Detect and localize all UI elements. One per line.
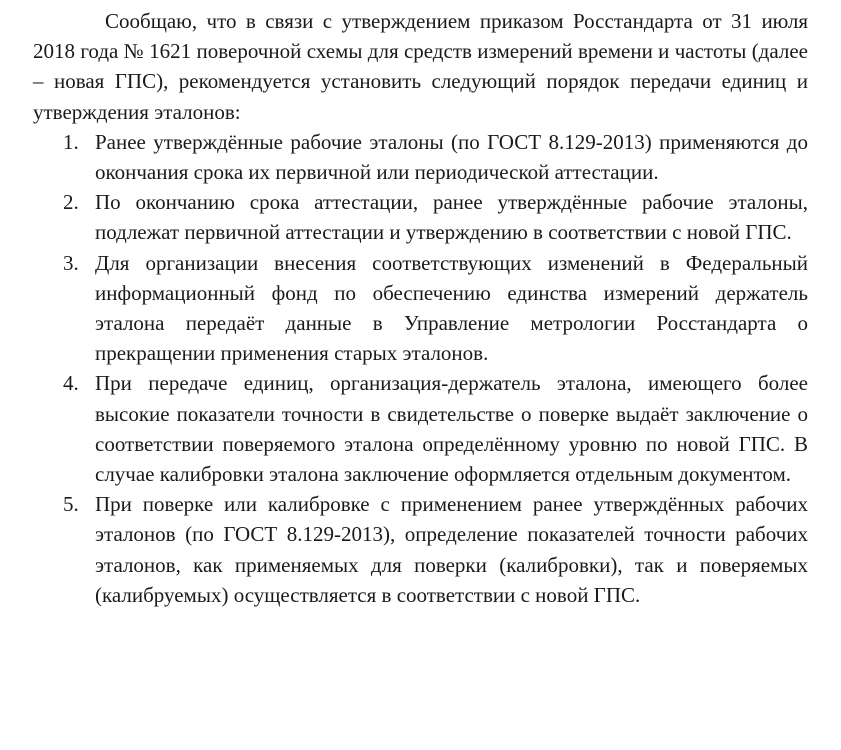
list-item-text: При передаче единиц, организация-держатель эталона, имеющего более высокие показатели точности в свидетельстве о поверке выдаёт заключение о соответствии поверяемого эталона определённому уровню по новой ГПС. В случае калибровки эталона заключение оформляется отдельным документом.: [95, 371, 808, 487]
list-item-text: Для организации внесения соответствующих изменений в Федеральный информационный фонд по обеспечению единства измерений держатель эталона передаёт данные в Управление метрологии Росстандарта о прекращении применения старых эталонов.: [95, 250, 808, 366]
list-item-3: [33, 248, 808, 369]
intro-paragraph: Сообщаю, что в связи с утверждением приказом Росстандарта от 31 июля 2018 года № 1621 поверочной схемы для средств измерений времени и частоты (далее – новая ГПС), рекомендуется установить следующий порядок передачи единиц и утверждения эталонов:: [33, 9, 808, 124]
list-item-1: [33, 127, 808, 187]
list-item-text: По окончанию срока аттестации, ранее утверждённые рабочие эталоны, подлежат первичной аттестации и утверждению в соответствии с новой ГПС.: [95, 190, 808, 245]
list-item-4: [33, 368, 808, 489]
list-item-number: 2.: [63, 190, 79, 215]
list-item-text: При поверке или калибровке с применением ранее утверждённых рабочих эталонов (по ГОСТ 8.129-2013), определение показателей точности рабочих эталонов, как применяемых для поверки (калибровки), так и поверяемых (калибруемых) осуществляется в соответствии с новой ГПС.: [95, 492, 808, 607]
list-item-number: 5.: [63, 492, 79, 517]
list-item-5: [33, 489, 808, 610]
list-item-text: Ранее утверждённые рабочие эталоны (по ГОСТ 8.129-2013) применяются до окончания срока их первичной или периодической аттестации.: [95, 129, 808, 185]
list-item-number: 1.: [63, 129, 79, 154]
numbered-list: [33, 127, 808, 610]
list-item-number: 3.: [63, 250, 79, 275]
list-item-number: 4.: [63, 371, 79, 396]
list-item-2: [33, 187, 808, 247]
